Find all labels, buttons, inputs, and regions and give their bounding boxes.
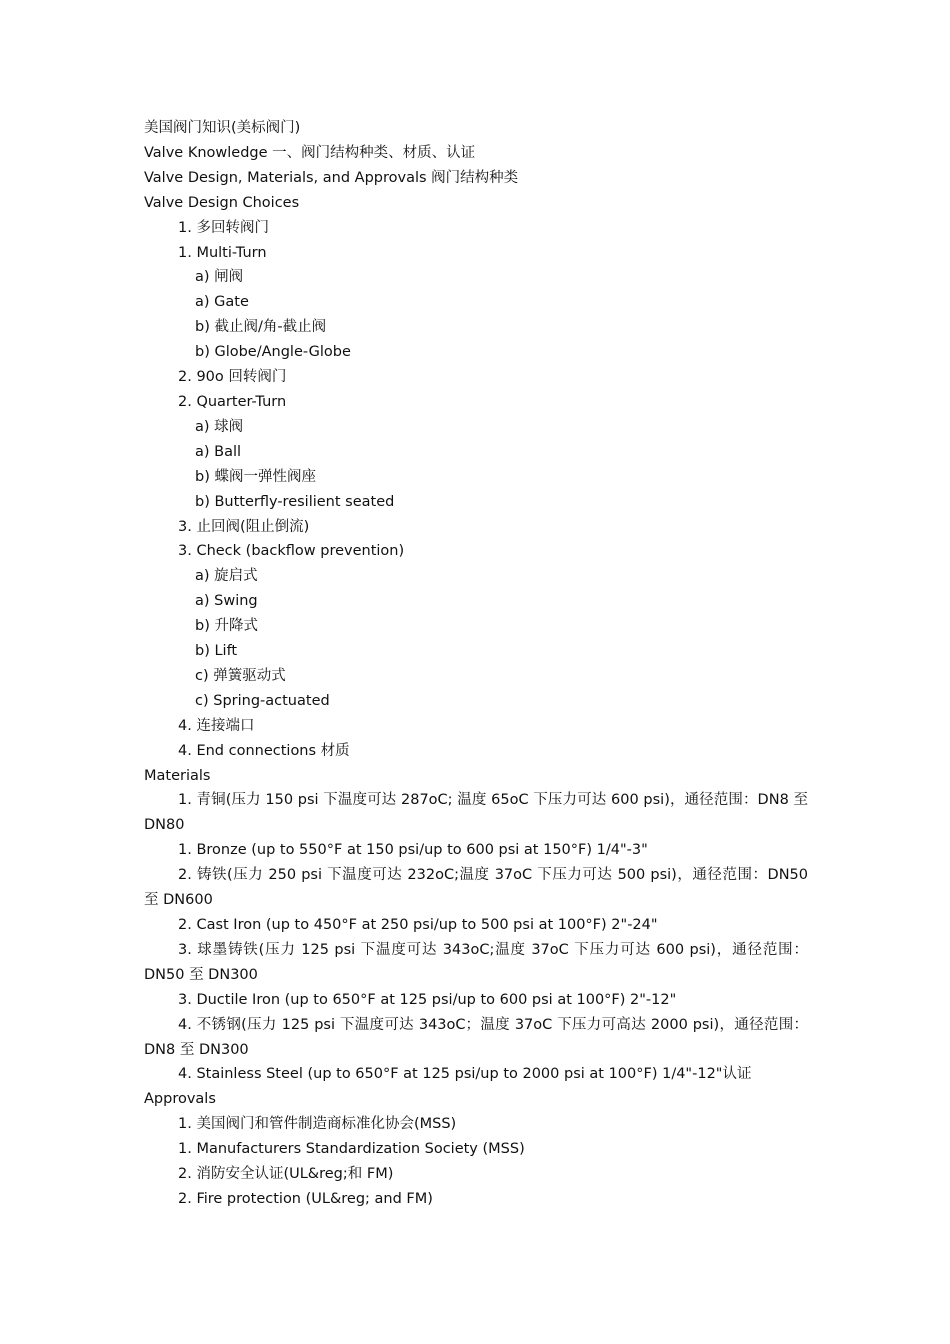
sub-list-item: c) Spring-actuated <box>195 692 330 709</box>
sub-list-item: a) 旋启式 <box>195 568 258 585</box>
sub-list-item: b) Butterfly-resilient seated <box>195 493 395 510</box>
material-paragraph: 3. 球墨铸铁(压力 125 psi 下温度可达 343oC;温度 37oC 下压力可达 600 psi)，通径范围：DN50 至 DN300 <box>144 941 808 983</box>
material-paragraph: 4. 不锈钢(压力 125 psi 下温度可达 343oC；温度 37oC 下压力可高达 2000 psi)，通径范围：DN8 至 DN300 <box>144 1016 808 1058</box>
sub-list-item: c) 弹簧驱动式 <box>195 667 286 684</box>
sub-list-item: b) 蝶阀一弹性阀座 <box>195 468 316 485</box>
material-paragraph: 1. 青铜(压力 150 psi 下温度可达 287oC; 温度 65oC 下压力可达 600 psi)，通径范围：DN8 至 DN80 <box>144 792 808 834</box>
list-item: 2. Fire protection (UL&reg; and FM) <box>178 1190 433 1207</box>
doc-line: Valve Knowledge 一、阀门结构种类、材质、认证 <box>144 144 476 161</box>
sub-list-item: b) 截止阀/角-截止阀 <box>195 319 327 336</box>
sub-list-item: a) 闸阀 <box>195 269 244 286</box>
section-heading-design-choices: Valve Design Choices <box>144 194 300 211</box>
list-item: 1. Manufacturers Standardization Society (MSS) <box>178 1141 525 1158</box>
material-paragraph: 2. 铸铁(压力 250 psi 下温度可达 232oC;温度 37oC 下压力可达 500 psi)，通径范围：DN50 至 DN600 <box>144 867 808 909</box>
list-item: 2. 90o 回转阀门 <box>178 369 287 386</box>
doc-line: Valve Design, Materials, and Approvals 阀门结构种类 <box>144 169 519 186</box>
sub-list-item: a) 球阀 <box>195 418 244 435</box>
sub-list-item: a) Gate <box>195 294 249 311</box>
list-item: 4. 连接端口 <box>178 717 255 734</box>
sub-list-item: b) Globe/Angle-Globe <box>195 344 351 361</box>
list-item: 2. 消防安全认证(UL&reg;和 FM) <box>178 1166 394 1183</box>
document-body <box>144 116 808 1212</box>
sub-list-item: b) 升降式 <box>195 618 258 635</box>
list-item: 1. Multi-Turn <box>178 244 267 261</box>
list-item: 2. Cast Iron (up to 450°F at 250 psi/up to 500 psi at 100°F) 2"-24" <box>178 917 658 933</box>
section-heading-materials: Materials <box>144 767 211 784</box>
list-item: 4. End connections 材质 <box>178 742 350 759</box>
sub-list-item: a) Ball <box>195 443 242 460</box>
list-item: 4. Stainless Steel (up to 650°F at 125 psi/up to 2000 psi at 100°F) 1/4"-12"认证 <box>178 1066 752 1083</box>
section-heading-approvals: Approvals <box>144 1091 216 1108</box>
sub-list-item: b) Lift <box>195 643 238 660</box>
list-item: 3. Check (backflow prevention) <box>178 543 405 560</box>
list-item: 1. 美国阀门和管件制造商标准化协会(MSS) <box>178 1116 457 1133</box>
list-item: 1. 多回转阀门 <box>178 219 269 236</box>
list-item: 3. Ductile Iron (up to 650°F at 125 psi/up to 600 psi at 100°F) 2"-12" <box>178 991 677 1008</box>
sub-list-item: a) Swing <box>195 593 258 610</box>
doc-title: 美国阀门知识(美标阀门) <box>144 120 301 136</box>
list-item: 3. 止回阀(阻止倒流) <box>178 518 310 535</box>
list-item: 2. Quarter-Turn <box>178 393 287 410</box>
list-item: 1. Bronze (up to 550°F at 150 psi/up to 600 psi at 150°F) 1/4"-3" <box>178 842 648 859</box>
